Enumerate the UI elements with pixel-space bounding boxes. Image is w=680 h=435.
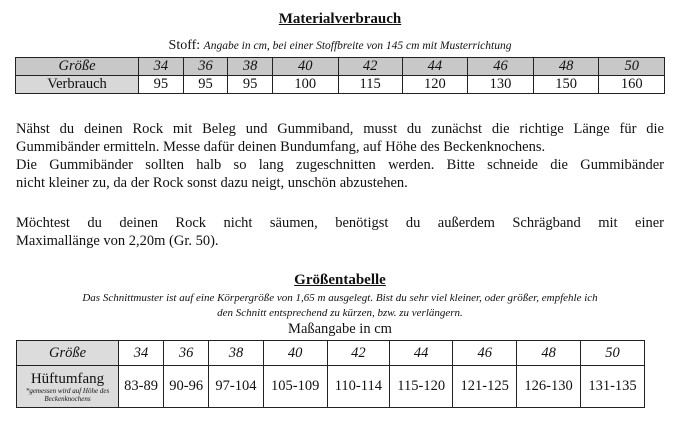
size-cell: 50 <box>581 341 645 366</box>
material-usage-row <box>16 76 665 94</box>
hip-cell: 126-130 <box>517 366 581 408</box>
paragraph-line: nicht kleiner zu, da der Rock sonst dazu neigt, unschön abzustehen. <box>16 174 408 191</box>
size-table-note-line: den Schnitt entsprechend zu kürzen, bzw. zu verlängern. <box>217 307 463 319</box>
hip-cell: 83-89 <box>119 366 164 408</box>
paragraph-elastic-cut <box>16 157 664 192</box>
material-usage-cell: 150 <box>533 76 599 94</box>
material-usage-cell: 95 <box>183 76 228 94</box>
material-usage-cell: 120 <box>402 76 468 94</box>
stoff-caption <box>0 38 680 54</box>
size-table-note <box>0 291 680 321</box>
size-cell: 38 <box>209 341 264 366</box>
paragraph-line: Maximallänge von 2,20m (Gr. 50). <box>16 232 219 249</box>
material-size-cell: 38 <box>228 58 273 76</box>
hip-cell: 90-96 <box>164 366 209 408</box>
material-usage-cell: 95 <box>139 76 184 94</box>
size-cell: 46 <box>453 341 517 366</box>
material-usage-cell: 115 <box>338 76 402 94</box>
material-size-row <box>16 58 665 76</box>
size-cell: 34 <box>119 341 164 366</box>
material-table <box>15 57 665 94</box>
material-size-cell: 34 <box>139 58 184 76</box>
hip-row <box>17 366 645 408</box>
material-usage-cell: 95 <box>228 76 273 94</box>
hip-row-label <box>17 366 119 408</box>
material-usage-cell: 160 <box>599 76 665 94</box>
material-size-cell: 48 <box>533 58 599 76</box>
hip-label: Hüftumfang <box>30 370 105 387</box>
hip-label-note: *gemessen wird auf Höhe des Beckenknochens <box>25 386 110 403</box>
size-cell: 48 <box>517 341 581 366</box>
material-size-cell: 36 <box>183 58 228 76</box>
paragraph-line: Nähst du deinen Rock mit Beleg und Gummiband, musst du zunächst die richtige Länge für die <box>16 121 664 137</box>
paragraph-bias-tape <box>16 215 664 250</box>
stoff-note: Angabe in cm, bei einer Stoffbreite von 145 cm mit Musterrichtung <box>203 40 512 52</box>
hip-cell: 110-114 <box>327 366 389 408</box>
hip-cell: 97-104 <box>209 366 264 408</box>
material-usage-cell: 100 <box>273 76 339 94</box>
paragraph-elastic-length <box>16 121 664 156</box>
stoff-label: Stoff: <box>168 38 201 53</box>
size-cell: 36 <box>164 341 209 366</box>
hip-cell: 131-135 <box>581 366 645 408</box>
size-table-unit: Maßangabe in cm <box>288 321 392 337</box>
material-size-cell: 46 <box>468 58 534 76</box>
paragraph-line: Gummibänder ermitteln. Messe dafür deinen Bundumfang, auf Höhe des Beckenknochens. <box>16 138 546 155</box>
material-size-cell: 40 <box>273 58 339 76</box>
hip-cell: 115-120 <box>390 366 453 408</box>
material-size-cell: 44 <box>402 58 468 76</box>
material-size-cell: 50 <box>599 58 665 76</box>
size-cell: 42 <box>327 341 389 366</box>
size-table-title: Größentabelle <box>294 272 386 288</box>
hip-cell: 121-125 <box>453 366 517 408</box>
size-row-label: Größe <box>17 341 119 366</box>
paragraph-line: Möchtest du deinen Rock nicht säumen, benötigst du außerdem Schrägband mit einer <box>16 215 664 231</box>
material-title: Materialverbrauch <box>278 11 402 27</box>
material-usage-label: Verbrauch <box>16 76 139 94</box>
size-cell: 44 <box>390 341 453 366</box>
material-usage-cell: 130 <box>468 76 534 94</box>
hip-cell: 105-109 <box>263 366 327 408</box>
size-cell: 40 <box>263 341 327 366</box>
size-row <box>17 341 645 366</box>
size-table-note-line: Das Schnittmuster ist auf eine Körpergröße von 1,65 m ausgelegt. Bist du sehr viel kleiner, oder größer, empfehle ich <box>82 292 598 304</box>
size-table <box>16 340 645 408</box>
paragraph-line: Die Gummibänder sollten halb so lang zugeschnitten werden. Bitte schneide die Gummibänder <box>16 157 664 173</box>
material-size-label: Größe <box>16 58 139 76</box>
material-size-cell: 42 <box>338 58 402 76</box>
